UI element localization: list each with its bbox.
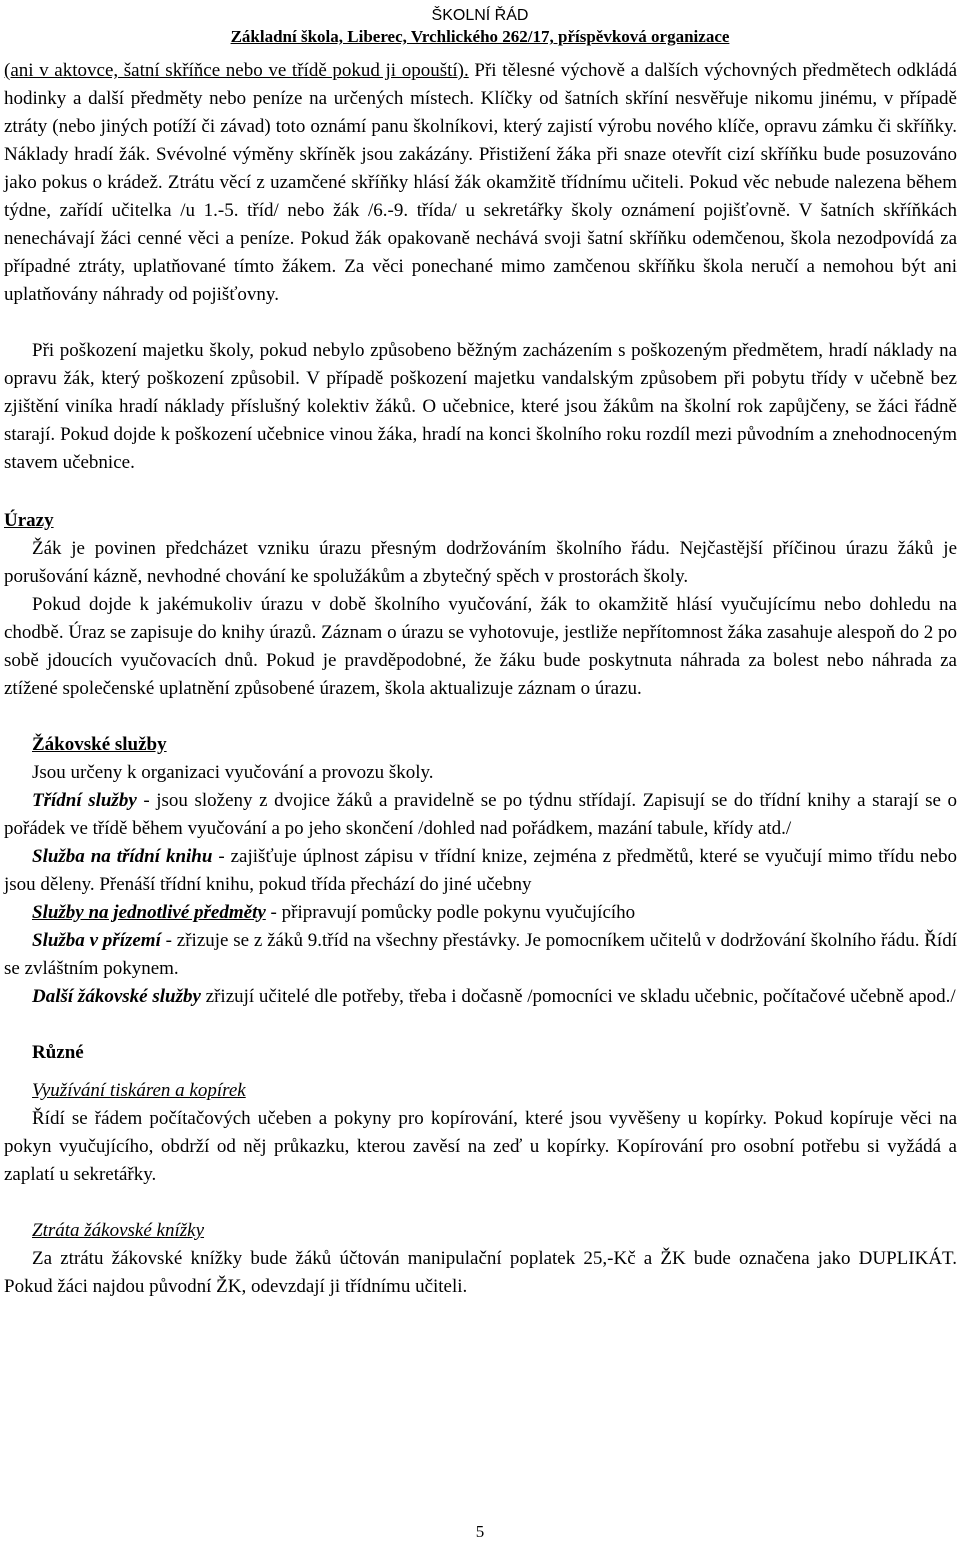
lost-booklet-paragraph: Za ztrátu žákovské knížky bude žáků účtován manipulační poplatek 25,-Kč a ŽK bude označena jako DUPLIKÁT. Pokud žáci najdou původní ŽK, odevzdají ji třídnímu učiteli. [4,1248,957,1297]
lockers-first-line: (ani v aktovce, šatní skříňce nebo ve třídě pokud ji opouští). [4,60,469,81]
subject-service-text: - připravují pomůcky podle pokynu vyučujícího [265,902,636,923]
subject-service-label: Služby na jednotlivé předměty [32,902,266,923]
ground-service-paragraph [4,927,957,983]
ground-service-label: Služba v přízemí [32,930,161,951]
subject-service-paragraph [4,899,957,927]
book-service-paragraph [4,843,957,899]
other-service-text: zřizují učitelé dle potřeby, třeba i dočasně /pomocníci ve skladu učebnic, počítačové učebně apod./ [200,986,956,1007]
book-service-text: - zajišťuje úplnost zápisu v třídní knize, zejména z předmětů, které se vyučují mimo třídu nebo jsou děleny. Přenáší třídní knihu, pokud třída přechází do jiné učebny [4,846,957,895]
page-number: 5 [475,1522,485,1541]
document-body [4,57,957,1301]
printers-paragraph: Řídí se řádem počítačových učeben a pokyny pro kopírování, které jsou vyvěšeny u kopírky. Pokud kopíruje věci na pokyn vyučujícího, obdrží od něj průkazku, kterou zavěsí na zeď u kopírky. Kopírování pro osobní potřebu si vyžádá a zaplatí u sekretářky. [4,1108,957,1185]
other-service-label: Další žákovské služby [32,986,201,1007]
misc-heading: Různé [32,1042,84,1063]
injuries-paragraph-2: Pokud dojde k jakémukoliv úrazu v době školního vyučování, žák to okamžitě hlásí vyučujícímu nebo dohledu na chodbě. Úraz se zapisuje do knihy úrazů. Záznam o úrazu se vyhotovuje, jestliže nepřítomnost žáka zasahuje alespoň do 2 po sobě jdoucích vyučovacích dnů. Pokud je pravděpodobné, že žáku bude poskytnuta náhrada za bolest nebo náhrada za ztížené společenské uplatnění způsobené úrazem, škola aktualizuje záznam o úrazu. [4,594,957,699]
damage-paragraph: Při poškození majetku školy, pokud nebylo způsobeno běžným zacházením s poškozeným předmětem, hradí náklady na opravu žák, který poškození způsobil. V případě poškození majetku vandalským způsobem při pobytu třídy v učebně bez zjištění viníka hradí náklady příslušný kolektiv žáků. O učebnice, které jsou žákům na školní rok zapůjčeny, se žáci řádně starají. Pokud dojde k poškození učebnice vinou žáka, hradí na konci školního roku rozdíl mezi původním a znehodnoceným stavem učebnice. [4,340,957,473]
class-service-label: Třídní služby [32,790,137,811]
page-header [0,6,960,48]
ground-service-text: - zřizuje se z žáků 9.tříd na všechny přestávky. Je pomocníkem učitelů v dodržování školního řádu. Řídí se zvláštním pokynem. [4,930,957,979]
class-service-text: - jsou složeny z dvojice žáků a pravidelně se po týdnu střídají. Zapisují se do třídní knihy a starají se o pořádek ve třídě během vyučování a po jeho skončení /dohled nad pořádkem, mazání tabule, křídy atd./ [4,790,957,839]
other-service-paragraph [4,983,957,1011]
services-intro: Jsou určeny k organizaci vyučování a provozu školy. [32,762,434,783]
lockers-text: Při tělesné výchově a dalších výchovných předmětech odkládá hodinky a další předměty nebo peníze na určených místech. Klíčky od šatních skříní nesvěřuje nikomu jinému, v případě ztráty (nebo jiných potíží či závad) toto oznámí panu školníkovi, který zajistí výrobu nového klíče, opravu zámku či skříňky. Náklady hradí žák. Svévolné výměny skříněk jsou zakázány. Přistižení žáka při snaze otevřít cizí skříňku bude posuzováno jako pokus o krádež. Ztrátu věcí z uzamčené skříňky hlásí žák okamžitě třídnímu učiteli. Pokud věc nebude nalezena během týdne, zařídí učitelka /u 1.-5. tříd/ nebo žák /6.-9. třída/ u sekretářky školy oznámení pojišťovně. V šatních skříňkách nenechávají žáci cenné věci a peníze. Pokud žák opakovaně nechává svoji šatní skříňku odemčenou, škola nezodpovídá za případné ztráty, uplatňované tímto žákem. Za věci ponechané mimo zamčenou skříňku škola neručí a nemohou být ani uplatňovány náhrady od pojišťovny. [4,60,958,305]
injuries-heading: Úrazy [4,510,54,531]
class-service-paragraph [4,787,957,843]
services-heading: Žákovské služby [32,734,167,755]
lockers-paragraph [4,57,957,309]
document-title: ŠKOLNÍ ŘÁD [431,7,529,24]
book-service-label: Služba na třídní knihu [32,846,213,867]
printers-heading: Využívání tiskáren a kopírek [32,1080,246,1101]
lost-booklet-heading: Ztráta žákovské knížky [32,1220,205,1241]
school-name: Základní škola, Liberec, Vrchlického 262/17, příspěvková organizace [230,27,730,46]
injuries-paragraph-1: Žák je povinen předcházet vzniku úrazu přesným dodržováním školního řádu. Nejčastější příčinou úrazu žáků je porušování kázně, nevhodné chování ke spolužákům a zbytečný spěch v prostorách školy. [4,538,957,587]
